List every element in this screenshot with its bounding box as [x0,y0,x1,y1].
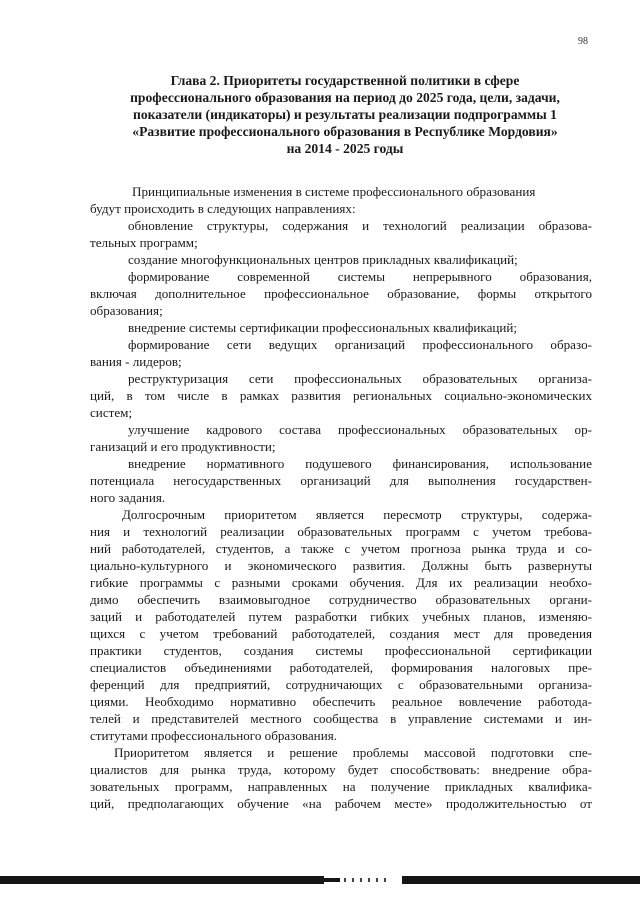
text-line: реструктуризация сети профессиональных образовательных организа- [128,371,592,386]
scan-edge-mark [0,876,324,884]
text-line: зовательных программ, направленных на получение прикладных квалифика- [90,779,592,794]
text-line: ций, в том числе в рамках развития региональных социально-экономических [90,388,592,403]
scan-edge-mark [402,876,640,884]
text-line: формирование современной системы непрерывного образования, [128,269,592,284]
document-body [90,183,592,812]
text-line: ний работодателей, студентов, а также с учетом прогноза рынка труда и со- [90,541,592,556]
heading-line: показатели (индикаторы) и результаты реализации подпрограммы 1 [133,107,557,122]
heading-line: Глава 2. Приоритеты государственной политики в сфере [170,73,520,88]
text-line: образования; [90,303,163,318]
text-line: ференций для предприятий, сотрудничающих с образовательными организа- [90,677,592,692]
text-line: Принципиальные изменения в системе профессионального образования [132,184,536,199]
text-line: заций и работодателей путем разработки гибких учебных планов, изменяю- [90,609,592,624]
text-line: циально-культурного и экономического развития. Должны быть развернуты [90,558,592,573]
text-line: Приоритетом является и решение проблемы массовой подготовки спе- [114,745,592,760]
text-line: ганизаций и его продуктивности; [90,439,276,454]
text-line: будут происходить в следующих направлениях: [90,201,356,216]
scan-edge-mark [324,878,340,882]
text-line: телей и представителей местного сообщества в управление системами и ин- [90,711,592,726]
text-line: улучшение кадрового состава профессиональных образовательных ор- [128,422,592,437]
heading-line: профессионального образования на период до 2025 года, цели, задачи, [130,90,560,105]
text-line: специалистов объединениями работодателей, формирования налоговых пре- [90,660,592,675]
text-line: ций, предполагающих обучение «на рабочем месте» продолжительностью от [90,796,592,811]
scan-noise [344,878,392,882]
heading-line: «Развитие профессионального образования в Республике Мордовия» [132,124,558,139]
text-line: ститутами профессионального образования. [90,728,337,743]
text-line: систем; [90,405,133,420]
text-line: циалистов для рынка труда, которому будет способствовать: внедрение обра- [90,762,592,777]
text-line: гибкие программы с разными сроками обучения. Для их реализации необхо- [90,575,592,590]
text-line: ного задания. [90,490,166,505]
text-line: включая дополнительное профессиональное образование, формы открытого [90,286,592,301]
text-line: тельных программ; [90,235,198,250]
chapter-heading [95,72,595,157]
text-line: обновление структуры, содержания и технологий реализации образова- [128,218,592,233]
text-line: Долгосрочным приоритетом является пересмотр структуры, содержа- [122,507,592,522]
text-line: вания - лидеров; [90,354,182,369]
text-line: щихся с учетом требований работодателей, создания мест для проведения [90,626,592,641]
text-line: потенциала негосударственных организаций для выполнения государствен- [90,473,592,488]
text-line: создание многофункциональных центров прикладных квалификаций; [128,252,518,267]
text-line: формирование сети ведущих организаций профессионального образо- [128,337,592,352]
text-line: практики студентов, создания системы профессиональной сертификации [90,643,592,658]
heading-line: на 2014 - 2025 годы [286,141,404,156]
text-line: циями. Необходимо нормативно обеспечить реальное вовлечение работода- [90,694,592,709]
text-line: димо обеспечить взаимовыгодное сотрудничество образовательных органи- [90,592,592,607]
text-line: внедрение системы сертификации профессиональных квалификаций; [128,320,518,335]
text-line: ния и технологий реализации образовательных программ с учетом требова- [90,524,592,539]
text-line: внедрение нормативного подушевого финансирования, использование [128,456,592,471]
page-number: 98 [578,36,588,47]
